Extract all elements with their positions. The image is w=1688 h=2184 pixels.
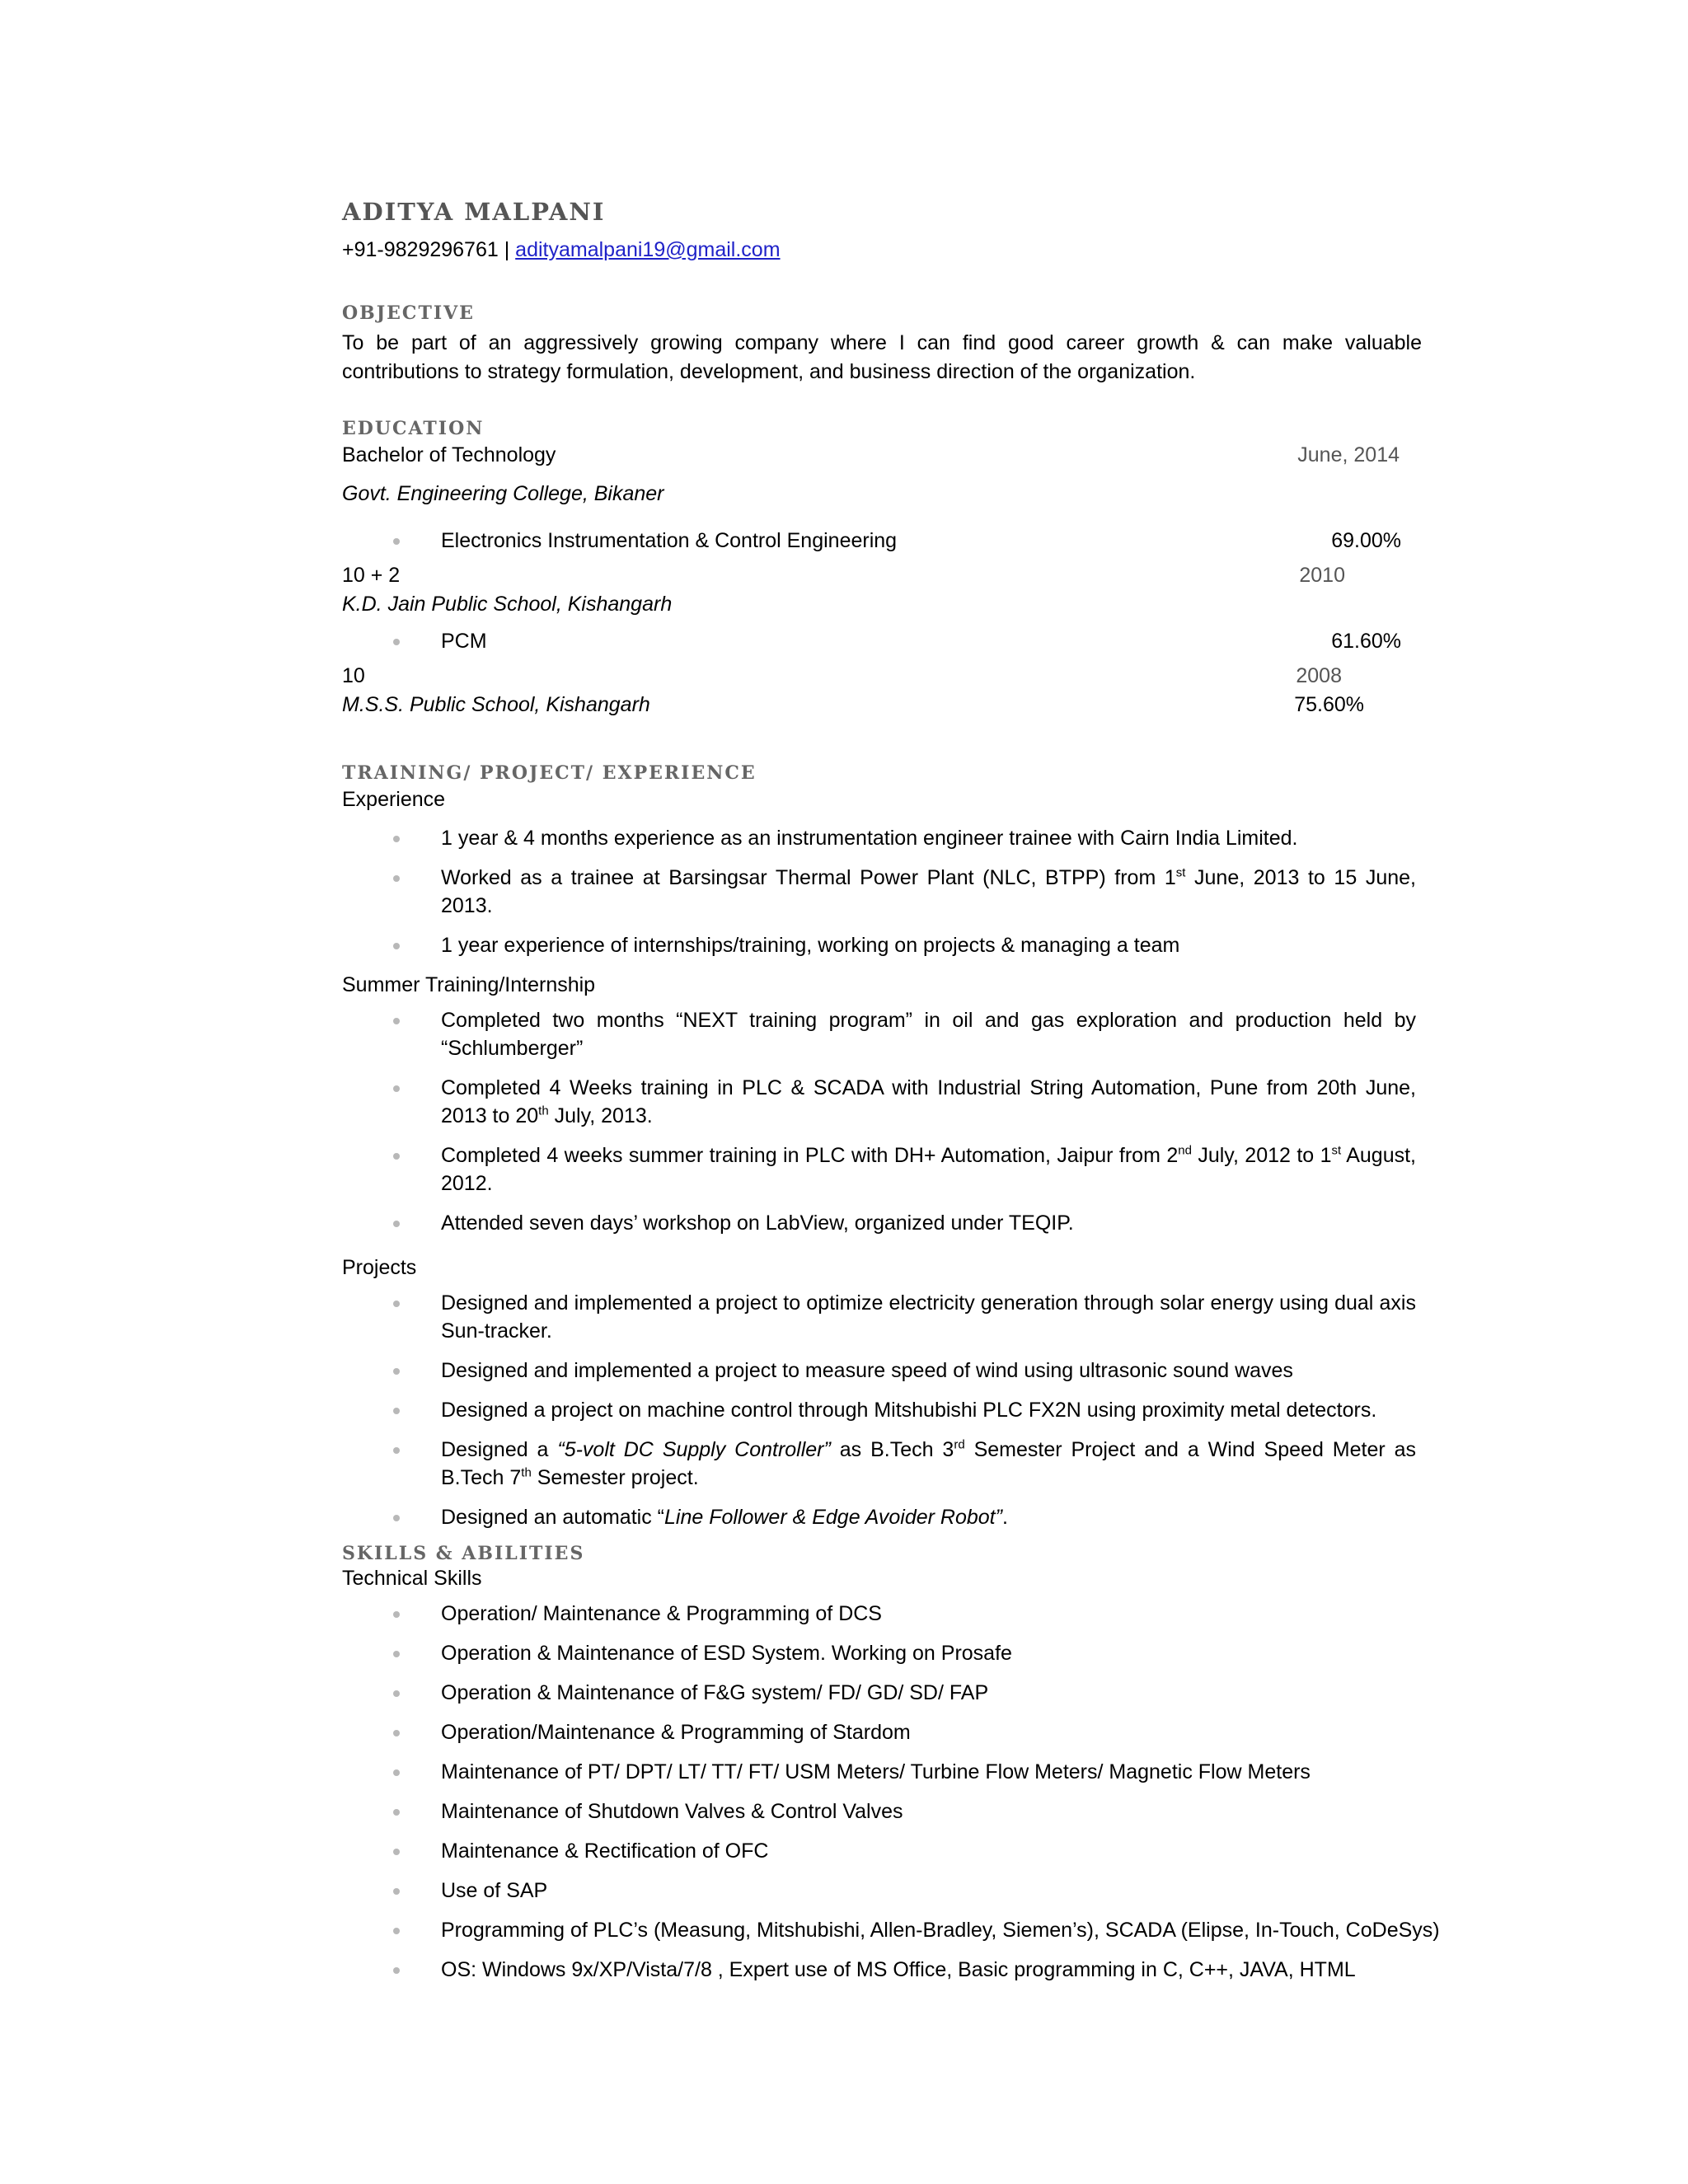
st2-sup: th [538, 1104, 549, 1118]
btech-branch: Electronics Instrumentation & Control Engineering [441, 529, 898, 553]
twelfth-score: 61.60% [1331, 630, 1401, 654]
st3-text-a: Completed 4 weeks summer training in PLC with DH+ Automation, Jaipur from 2 [441, 1144, 1179, 1168]
exp2-text-b: June, 2013 to 15 June, 2013. [441, 866, 1416, 918]
pr5-text-b: . [1001, 1506, 1008, 1530]
tenth-institute-row [342, 691, 1364, 719]
list-item: Maintenance & Rectification of OFC [342, 1837, 1416, 1865]
st3-sup1: nd [1178, 1143, 1192, 1158]
objective-heading: OBJECTIVE [342, 302, 475, 325]
st2-text-a: Completed 4 Weeks training in PLC & SCADA with Industrial String Automation, Pune from 20th June, 2013 to 20 [441, 1076, 1416, 1128]
list-item: Designed and implemented a project to measure speed of wind using ultrasonic sound waves [342, 1357, 1416, 1385]
list-item: Designed and implemented a project to optimize electricity generation through solar energy using dual axis Sun-tracker. [342, 1289, 1416, 1345]
st2-text-b: July, 2013. [548, 1104, 653, 1128]
btech-score: 69.00% [1331, 529, 1401, 553]
list-item [342, 864, 1416, 920]
tenth-row [342, 662, 1342, 691]
exp2-text-a: Worked as a trainee at Barsingsar Thermal Power Plant (NLC, BTPP) from 1 [441, 866, 1176, 890]
technical-skills-title: Technical Skills [342, 1567, 482, 1591]
training-heading: TRAINING/ PROJECT/ EXPERIENCE [342, 762, 757, 785]
btech-branch-list [342, 527, 1422, 555]
twelfth-degree: 10 + 2 [342, 564, 401, 588]
list-item: 1 year experience of internships/training, working on projects & managing a team [342, 931, 1416, 959]
list-item: 1 year & 4 months experience as an instrumentation engineer trainee with Cairn India Limited. [342, 824, 1416, 852]
skills-list [342, 1600, 1440, 1984]
pr4-sup1: rd [954, 1437, 965, 1452]
list-item: Programming of PLC’s (Measung, Mitshubishi, Allen-Bradley, Siemen’s), SCADA (Elipse, In-Touch, CoDeSys) [342, 1916, 1512, 1944]
experience-title: Experience [342, 788, 446, 812]
skills-section [342, 1543, 1440, 1984]
twelfth-branch: PCM [441, 630, 487, 654]
list-item: Attended seven days’ workshop on LabView, organized under TEQIP. [342, 1209, 1416, 1237]
tenth-score: 75.60% [1294, 693, 1364, 717]
pr4-text-a: Designed a [441, 1438, 558, 1462]
projects-list [342, 1289, 1422, 1531]
st3-sup2: st [1331, 1143, 1342, 1158]
list-item: Operation/ Maintenance & Programming of DCS [342, 1600, 1416, 1628]
list-item [342, 1141, 1416, 1197]
st3-text-c: August, 2012. [441, 1144, 1417, 1196]
pr4-sup2: th [521, 1465, 532, 1480]
projects-title: Projects [342, 1256, 417, 1280]
pr4-italic: “5-volt DC Supply Controller” [557, 1438, 831, 1462]
contact-line [342, 237, 1422, 264]
pr4-text-c: Semester Project and a Wind Speed Meter as B.Tech 7 [441, 1438, 1416, 1490]
candidate-name: ADITYA MALPANI [342, 198, 606, 226]
list-item [342, 1074, 1416, 1130]
contact-separator: | [498, 237, 516, 261]
summer-title: Summer Training/Internship [342, 973, 596, 997]
btech-row [342, 441, 1400, 470]
st3-text-b: July, 2012 to 1 [1191, 1144, 1332, 1168]
objective-text: To be part of an aggressively growing company where I can find good career growth & can make valuable contributions to strategy formulation, development, and business direction of the organization. [342, 331, 1422, 384]
tenth-date: 2008 [1296, 664, 1342, 688]
btech-date: June, 2014 [1297, 443, 1400, 467]
list-item [342, 1503, 1416, 1531]
list-item [342, 527, 1416, 555]
list-item: Use of SAP [342, 1877, 1416, 1905]
experience-list [342, 824, 1422, 959]
list-item: OS: Windows 9x/XP/Vista/7/8 , Expert use of MS Office, Basic programming in C, C++, JAVA, HTML [342, 1956, 1416, 1984]
list-item: Operation & Maintenance of F&G system/ FD/ GD/ SD/ FAP [342, 1679, 1416, 1707]
email-link[interactable]: adityamalpani19@gmail.com [515, 237, 781, 261]
twelfth-branch-list [342, 627, 1422, 655]
list-item: Designed a project on machine control through Mitshubishi PLC FX2N using proximity metal detectors. [342, 1396, 1416, 1424]
twelfth-date: 2010 [1299, 564, 1345, 588]
education-heading: EDUCATION [342, 418, 485, 440]
resume-page [342, 198, 1440, 1995]
list-item: Completed two months “NEXT training program” in oil and gas exploration and production held by “Schlumberger” [342, 1006, 1416, 1062]
skills-heading: SKILLS & ABILITIES [342, 1543, 585, 1565]
summer-list [342, 1006, 1422, 1237]
pr4-text-b: as B.Tech 3 [830, 1438, 954, 1462]
btech-degree: Bachelor of Technology [342, 443, 556, 467]
list-item: Operation/Maintenance & Programming of Stardom [342, 1718, 1416, 1746]
exp2-sup: st [1175, 865, 1186, 880]
objective-section [342, 302, 1422, 387]
list-item: Maintenance of Shutdown Valves & Control Valves [342, 1797, 1416, 1825]
list-item [342, 1436, 1416, 1492]
training-section [342, 762, 1422, 1531]
education-section [342, 418, 1422, 719]
twelfth-row [342, 561, 1345, 590]
pr4-text-d: Semester project. [531, 1466, 699, 1490]
tenth-degree: 10 [342, 664, 365, 688]
pr5-text-a: Designed an automatic “ [441, 1506, 664, 1530]
pr5-italic: Line Follower & Edge Avoider Robot” [663, 1506, 1002, 1530]
tenth-institute: M.S.S. Public School, Kishangarh [342, 693, 650, 717]
btech-institute: Govt. Engineering College, Bikaner [342, 482, 664, 506]
list-item: Operation & Maintenance of ESD System. Working on Prosafe [342, 1639, 1416, 1667]
list-item: Maintenance of PT/ DPT/ LT/ TT/ FT/ USM Meters/ Turbine Flow Meters/ Magnetic Flow Meters [342, 1758, 1416, 1786]
twelfth-institute: K.D. Jain Public School, Kishangarh [342, 593, 673, 616]
phone-number: +91-9829296761 [342, 237, 499, 261]
list-item [342, 627, 1416, 655]
